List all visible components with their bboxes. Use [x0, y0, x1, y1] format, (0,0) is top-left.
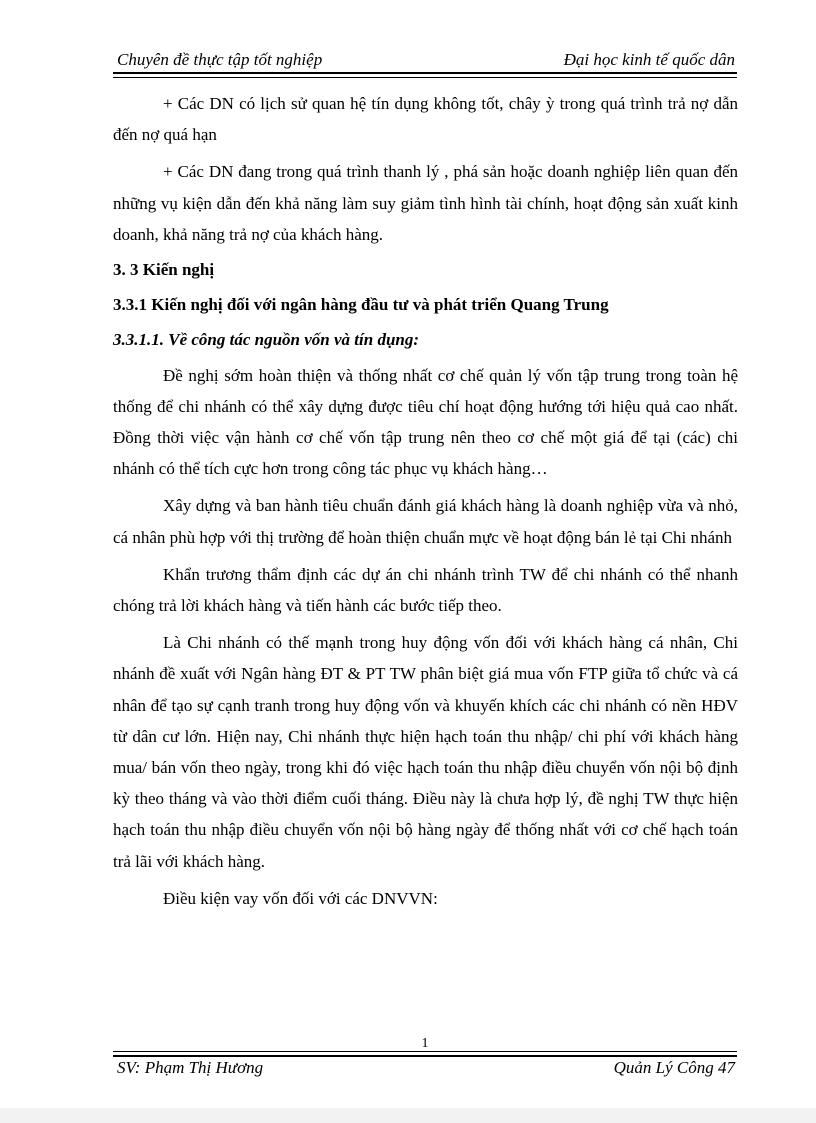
section-heading-3-3: 3. 3 Kiến nghị [113, 260, 215, 280]
section-heading-3-3-1: 3.3.1 Kiến nghị đối với ngân hàng đầu tư và phát triển Quang Trung [113, 295, 609, 315]
footer-rule-thin [113, 1051, 737, 1052]
paragraph-liquidation: + Các DN đang trong quá trình thanh lý , phá sản hoặc doanh nghiệp liên quan đến những vụ kiện dẫn đến khả năng làm suy giảm tình hình tài chính, hoạt động sản xuất kinh doanh, khả năng trả nợ của khách hàng. [113, 162, 738, 244]
page-header [113, 48, 737, 74]
footer-course: Quản Lý Công 47 [613, 1058, 735, 1077]
footer-student-name: SV: Phạm Thị Hương [117, 1058, 264, 1077]
paragraph-customer-standards: Xây dựng và ban hành tiêu chuẩn đánh giá khách hàng là doanh nghiệp vừa và nhỏ, cá nhân phù hợp với thị trường để hoàn thiện chuẩn mực về hoạt động bán lẻ tại Chi nhánh [113, 496, 738, 547]
paragraph-ftp-pricing: Là Chi nhánh có thế mạnh trong huy động vốn đối với khách hàng cá nhân, Chi nhánh đề xuất với Ngân hàng ĐT & PT TW phân biệt giá mua vốn FTP giữa tổ chức và cá nhân để tạo sự cạnh tranh trong huy động vốn và khuyến khích các chi nhánh có nền HĐV từ dân cư lớn. Hiện nay, Chi nhánh thực hiện hạch toán thu nhập/ chi phí với khách hàng mua/ bán vốn theo ngày, trong khi đó việc hạch toán thu nhập điều chuyển vốn nội bộ định kỳ theo tháng và vào thời điểm cuối tháng. Điều này là chưa hợp lý, đề nghị TW thực hiện hạch toán thu nhập điều chuyển vốn nội bộ hàng ngày để thống nhất với cơ chế hạch toán trả lãi với khách hàng. [113, 633, 738, 871]
footer-rule-thick [113, 1055, 737, 1057]
page-number: 1 [421, 1036, 429, 1051]
paragraph-loan-conditions: Điều kiện vay vốn đối với các DNVVN: [163, 888, 438, 908]
section-heading-3-3-1-1: 3.3.1.1. Về công tác nguồn vốn và tín dụng: [113, 330, 420, 350]
page-footer [113, 1036, 737, 1080]
paragraph-capital-management: Đề nghị sớm hoàn thiện và thống nhất cơ chế quản lý vốn tập trung trong toàn hệ thống để chi nhánh có thể xây dựng được tiêu chí hoạt động hướng tới hiệu quả cao nhất. Đồng thời việc vận hành cơ chế vốn tập trung nên theo cơ chế một giá để tại (các) chi nhánh có thể tích cực hơn trong công tác phục vụ khách hàng… [113, 365, 738, 479]
header-rule-thick [113, 72, 737, 74]
header-rule-thin [113, 77, 737, 78]
paragraph-project-appraisal: Khẩn trương thẩm định các dự án chi nhánh trình TW để chi nhánh có thể nhanh chóng trả lời khách hàng và tiến hành các bước tiếp theo. [113, 564, 738, 616]
page-body [113, 88, 738, 914]
header-document-type: Chuyên đề thực tập tốt nghiệp [117, 50, 323, 69]
header-university: Đại học kinh tế quốc dân [563, 50, 735, 69]
paragraph-bad-credit-history: + Các DN có lịch sử quan hệ tín dụng không tốt, chây ỳ trong quá trình trả nợ dẫn đến nợ quá hạn [113, 94, 738, 145]
page-bottom-strip [0, 1108, 816, 1123]
